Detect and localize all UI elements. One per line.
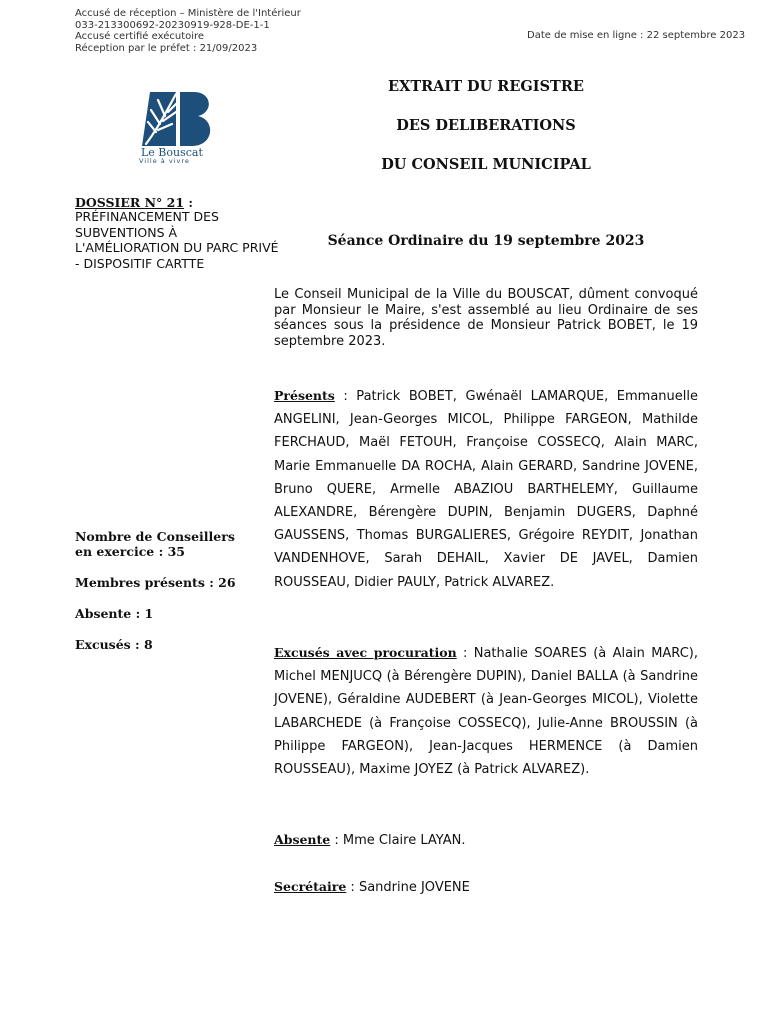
stamp-line: 033-213300692-20230919-928-DE-1-1 bbox=[75, 19, 270, 31]
absente-count: Absente : 1 bbox=[75, 606, 154, 621]
online-date: Date de mise en ligne : 22 septembre 2023 bbox=[527, 30, 746, 41]
conseillers-count-line1: Nombre de Conseillers bbox=[75, 529, 235, 544]
stamp-line: Réception par le préfet : 21/09/2023 bbox=[75, 42, 258, 54]
presents-text: : Patrick BOBET, Gwénaël LAMARQUE, Emmanuelle ANGELINI, Jean-Georges MICOL, Philippe FARGEON, Mathilde FERCHAUD, Maël FETOUH, Françoise COSSECQ, Alain MARC, Marie Emmanuelle DA ROCHA, Alain GERARD, Sandrine JOVENE, Bruno QUERE, Armelle ABAZIOU BARTHELEMY, Guillaume ALEXANDRE, Bérengère DUPIN, Benjamin DUGERS, Daphné GAUSSENS, Thomas BURGALIERES, Grégoire REYDIT, Jonathan VANDENHOVE, Sarah DEHAIL, Xavier DE JAVEL, Damien ROUSSEAU, Didier PAULY, Patrick ALVAREZ. bbox=[274, 389, 698, 590]
excuses-label: Excusés avec procuration bbox=[274, 645, 457, 660]
secretaire-label: Secrétaire bbox=[274, 879, 347, 894]
title-line-2: DES DELIBERATIONS bbox=[396, 117, 576, 134]
dossier-colon: : bbox=[184, 195, 194, 210]
excuses-count: Excusés : 8 bbox=[75, 637, 153, 652]
excuses-paragraph bbox=[274, 641, 698, 781]
conseillers-count-line2: en exercice : 35 bbox=[75, 543, 185, 559]
absente-text: : Mme Claire LAYAN. bbox=[330, 833, 466, 848]
secretaire-paragraph bbox=[274, 875, 698, 899]
stamp-line: Accusé certifié exécutoire bbox=[75, 31, 205, 42]
intro-paragraph: Le Conseil Municipal de la Ville du BOUSCAT, dûment convoqué par Monsieur le Maire, s'est assemblé au lieu Ordinaire de ses séances sous la présidence de Monsieur Patrick BOBET, le 19 septembre 2023. bbox=[274, 287, 698, 349]
city-logo-icon bbox=[136, 88, 216, 148]
dossier-number: DOSSIER N° 21 bbox=[75, 195, 185, 210]
presents-label: Présents bbox=[274, 388, 335, 403]
excuses-text: : Nathalie SOARES (à Alain MARC), Michel MENJUCQ (à Bérengère DUPIN), Daniel BALLA (à Sandrine JOVENE), Géraldine AUDEBERT (à Jean-Georges MICOL), Violette LABARCHEDE (à Françoise COSSECQ), Julie-Anne BROUSSIN (à Philippe FARGEON), Jean-Jacques HERMENCE (à Damien ROUSSEAU), Maxime JOYEZ (à Patrick ALVAREZ). bbox=[274, 646, 698, 778]
dossier-subject: PRÉFINANCEMENT DES SUBVENTIONS À L'AMÉLIORATION DU PARC PRIVÉ - DISPOSITIF CARTTE bbox=[75, 209, 279, 271]
membres-presents-count: Membres présents : 26 bbox=[75, 575, 236, 590]
logo-name: Le Bouscat bbox=[141, 146, 203, 159]
conseillers-count bbox=[75, 530, 235, 559]
presents-paragraph bbox=[274, 384, 698, 594]
dossier-label bbox=[75, 195, 193, 210]
seance-title: Séance Ordinaire du 19 septembre 2023 bbox=[327, 233, 645, 249]
absente-paragraph bbox=[274, 828, 698, 852]
stamp-line: Accusé de réception – Ministère de l'Intérieur bbox=[75, 8, 301, 19]
secretaire-text: : Sandrine JOVENE bbox=[346, 880, 470, 895]
absente-label: Absente bbox=[274, 832, 331, 847]
title-line-1: EXTRAIT DU REGISTRE bbox=[388, 78, 584, 95]
logo-tagline: Ville à vivre bbox=[139, 157, 190, 165]
title-line-3: DU CONSEIL MUNICIPAL bbox=[381, 156, 591, 173]
reception-stamp bbox=[75, 8, 301, 54]
